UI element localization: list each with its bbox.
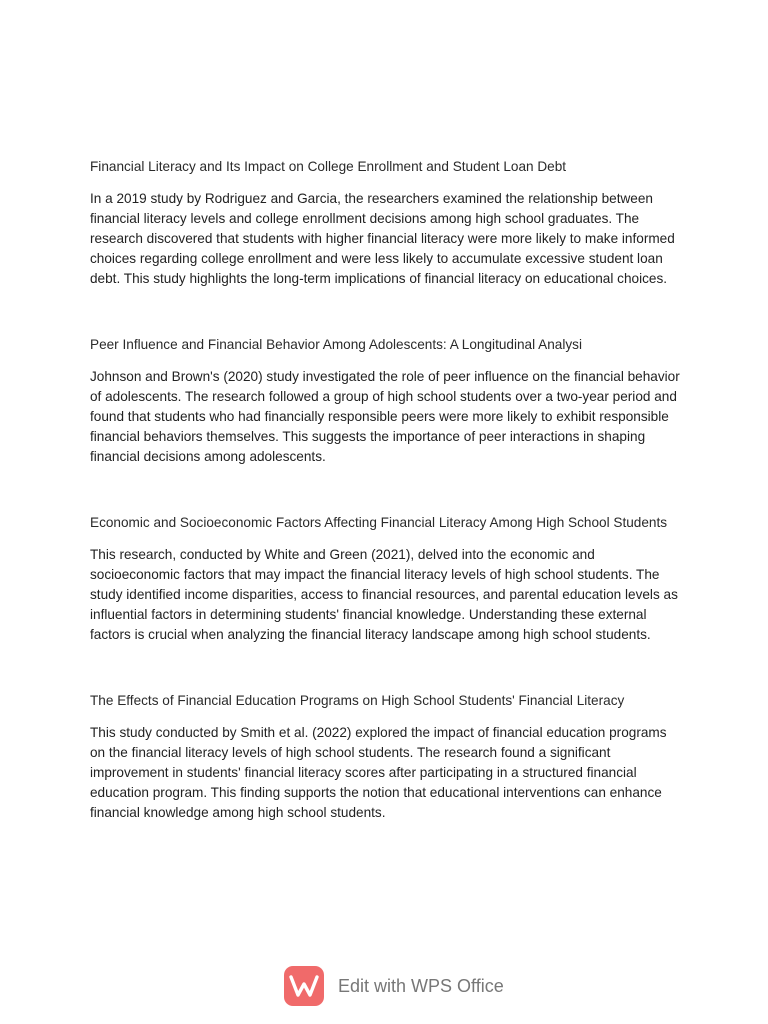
section-title: Peer Influence and Financial Behavior Among Adolescents: A Longitudinal Analysi [90, 337, 582, 352]
edit-with-wps-banner[interactable] [284, 965, 504, 1007]
section-title: Economic and Socioeconomic Factors Affecting Financial Literacy Among High School Students [90, 515, 668, 530]
section-body: In a 2019 study by Rodriguez and Garcia, the researchers examined the relationship between financial literacy levels and college enrollment decisions among high school graduates. The research discovered that students with higher financial literacy were more likely to make informed choices regarding college enrollment and were less likely to accumulate excessive student loan debt. This study highlights the long-term implications of financial literacy on educational choices. [90, 191, 675, 286]
section-education-programs [90, 691, 680, 823]
section-peer-influence [90, 335, 680, 467]
edit-with-wps-label: Edit with WPS Office [338, 975, 504, 996]
section-college-enrollment [90, 157, 680, 289]
wps-office-logo-icon [284, 966, 324, 1006]
wps-w-glyph-icon [289, 974, 319, 998]
section-title: The Effects of Financial Education Programs on High School Students' Financial Literacy [90, 693, 625, 708]
section-socioeconomic-factors [90, 513, 680, 645]
section-body: Johnson and Brown's (2020) study investigated the role of peer influence on the financial behavior of adolescents. The research followed a group of high school students over a two-year period and found that students who had financially responsible peers were more likely to exhibit responsible financial behaviors themselves. This suggests the importance of peer interactions in shaping financial decisions among adolescents. [90, 369, 680, 464]
section-body: This research, conducted by White and Green (2021), delved into the economic and socioeconomic factors that may impact the financial literacy levels of high school students. The study identified income disparities, access to financial resources, and parental education levels as influential factors in determining students' financial knowledge. Understanding these external factors is crucial when analyzing the financial literacy landscape among high school students. [90, 547, 678, 642]
document-page [90, 157, 680, 869]
section-title: Financial Literacy and Its Impact on College Enrollment and Student Loan Debt [90, 159, 567, 174]
section-body: This study conducted by Smith et al. (2022) explored the impact of financial education programs on the financial literacy levels of high school students. The research found a significant improvement in students' financial literacy scores after participating in a structured financial education program. This finding supports the notion that educational interventions can enhance financial knowledge among high school students. [90, 725, 667, 820]
